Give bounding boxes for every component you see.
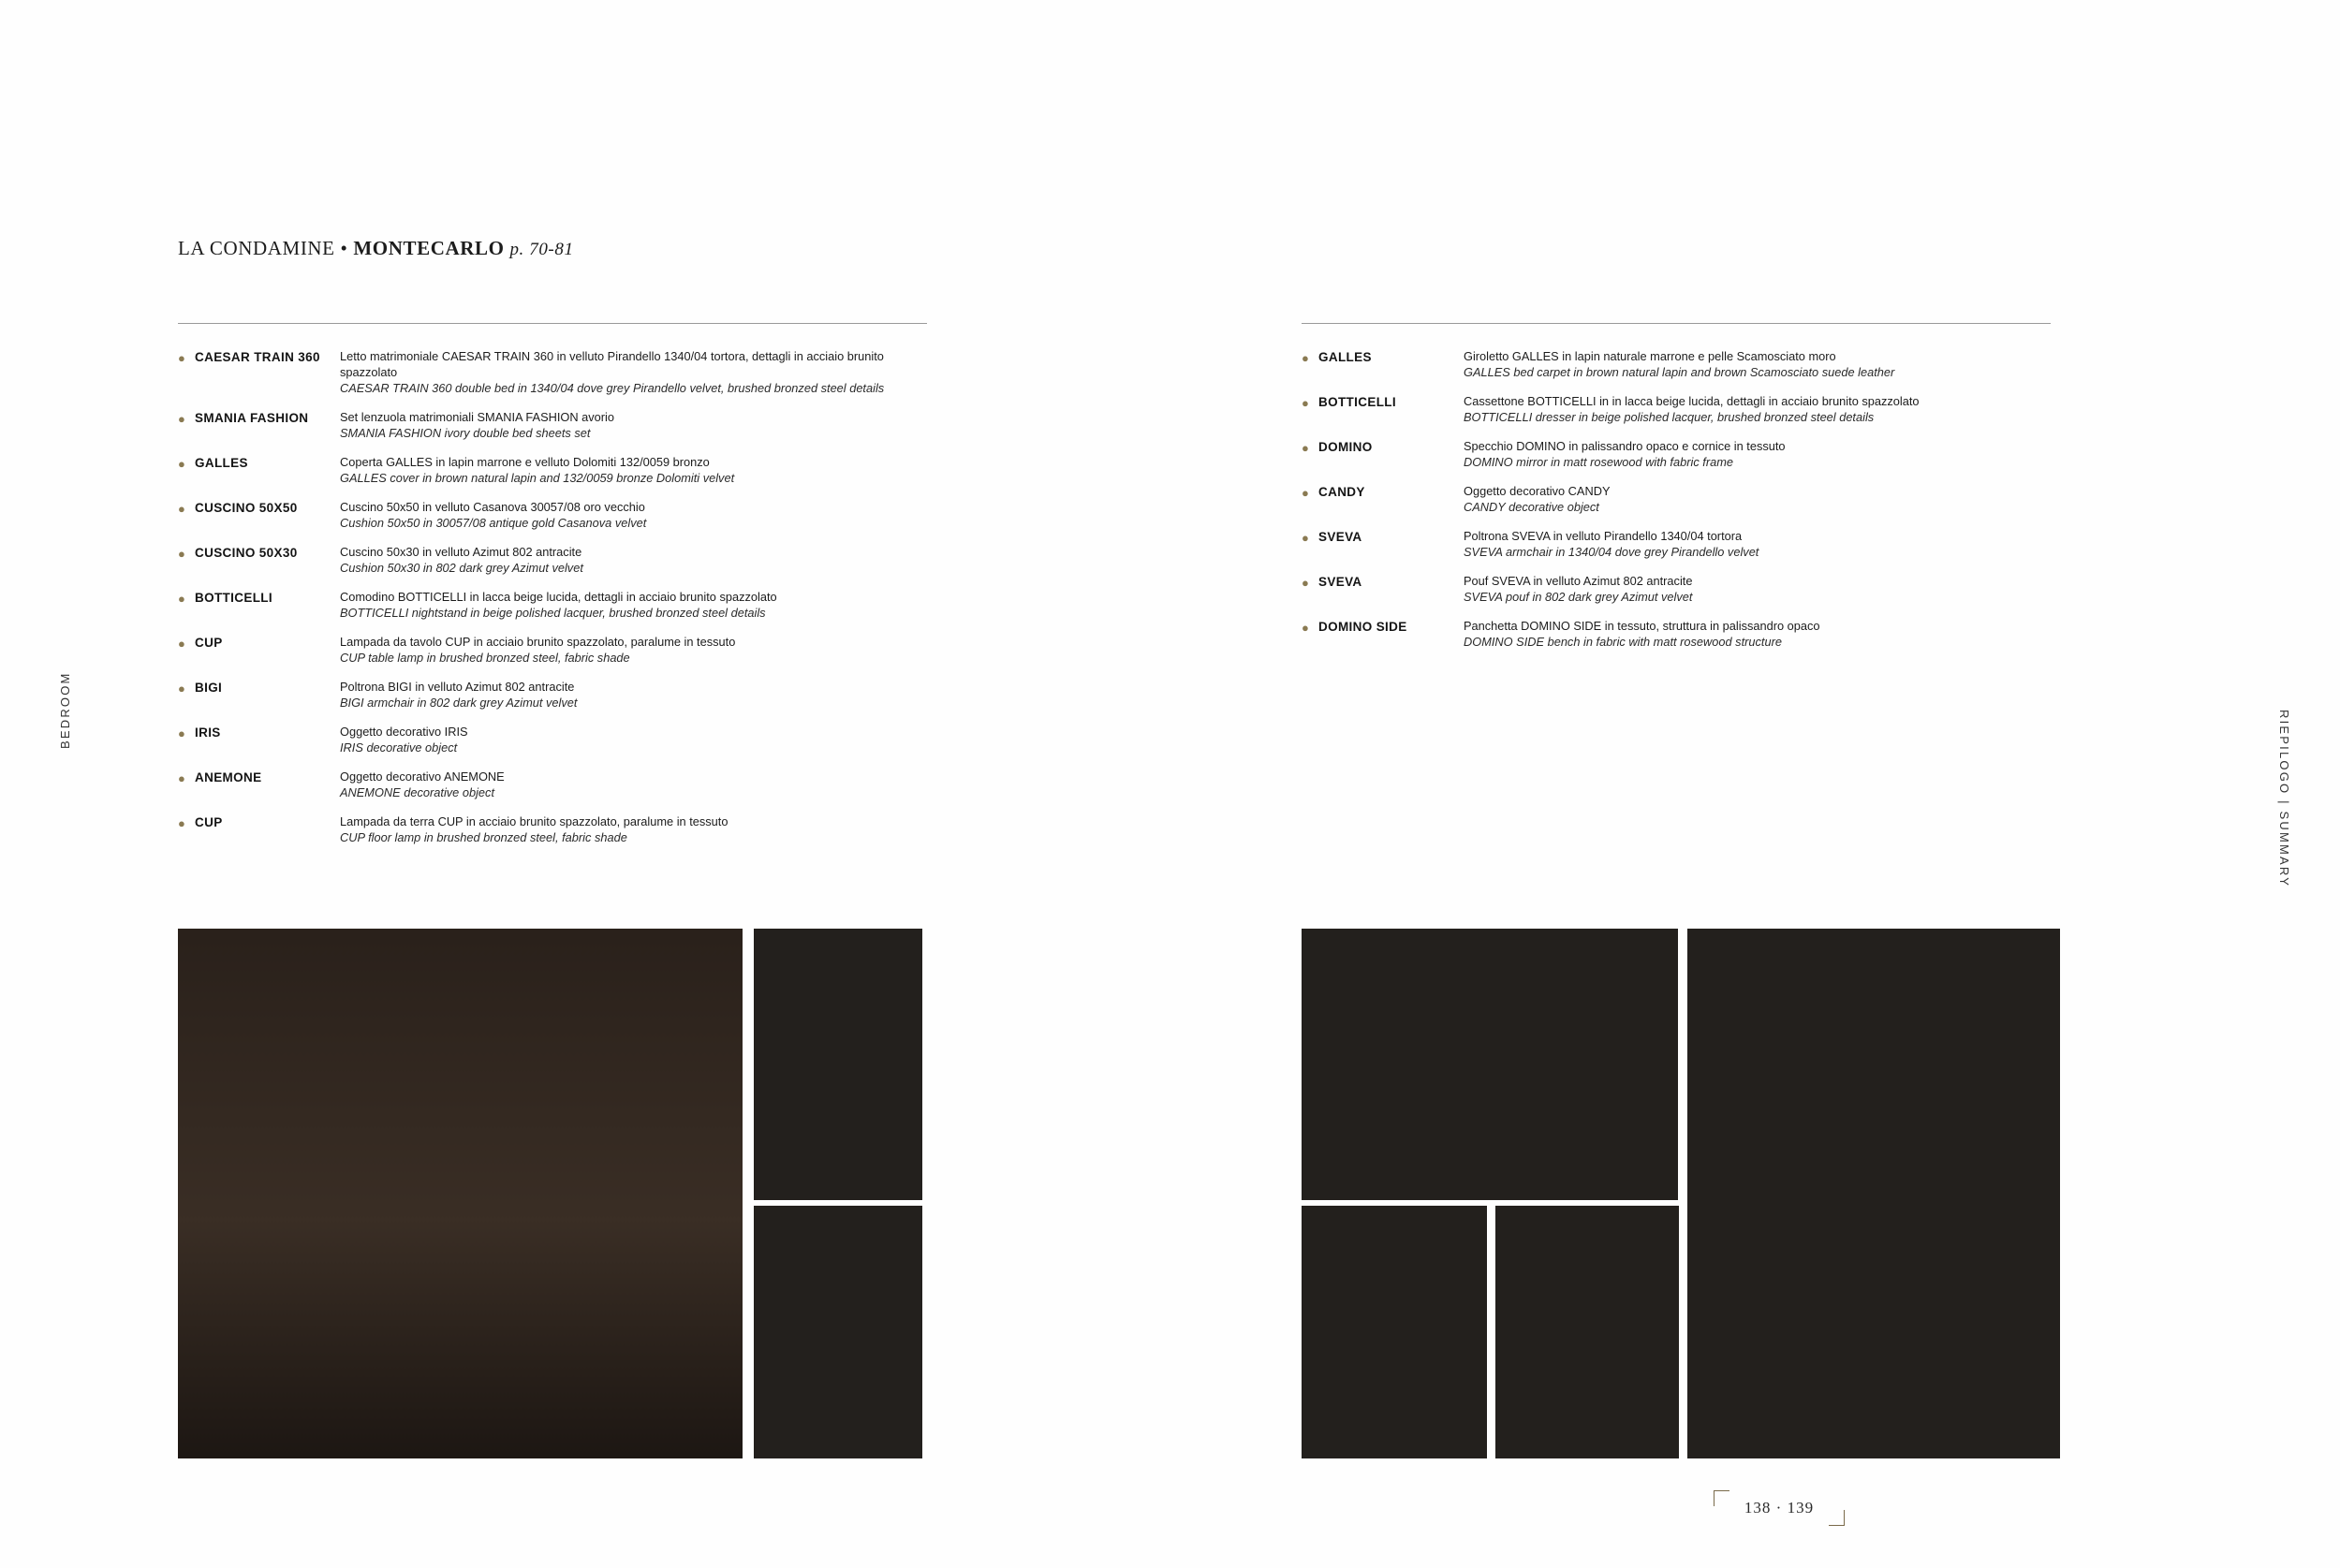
bullet-icon: ●: [178, 592, 185, 606]
product-entry: [1302, 348, 2051, 380]
divider-left: [178, 323, 927, 324]
product-entry: [178, 454, 927, 486]
page-number: 138 · 139: [1714, 1490, 1845, 1526]
bullet-icon: ●: [1302, 441, 1309, 455]
description-italian: Pouf SVEVA in velluto Azimut 802 antracite: [1464, 574, 1693, 588]
product-description: [1464, 573, 2051, 605]
product-entry: [1302, 573, 2051, 605]
bullet-icon: ●: [1302, 351, 1309, 365]
description-english: GALLES bed carpet in brown natural lapin and brown Scamosciato suede leather: [1464, 365, 1895, 379]
description-italian: Cuscino 50x50 in velluto Casanova 30057/08 oro vecchio: [340, 500, 645, 514]
description-italian: Specchio DOMINO in palissandro opaco e cornice in tessuto: [1464, 439, 1786, 453]
header-separator: •: [340, 237, 348, 259]
product-description: [1464, 438, 2051, 470]
left-item-list: [178, 323, 927, 858]
product-description: [1464, 393, 2051, 425]
description-english: SVEVA pouf in 802 dark grey Azimut velvet: [1464, 590, 1693, 604]
description-english: GALLES cover in brown natural lapin and 132/0059 bronze Dolomiti velvet: [340, 471, 735, 485]
product-description: [340, 589, 927, 621]
product-description: [340, 348, 927, 396]
section-label-summary: RIEPILOGO | SUMMARY: [2277, 710, 2291, 888]
description-english: BOTTICELLI nightstand in beige polished lacquer, brushed bronzed steel details: [340, 606, 766, 620]
product-code: CUP: [195, 815, 223, 829]
bullet-icon: ●: [178, 502, 185, 516]
bedroom-main-photo: [178, 929, 743, 1458]
product-description: [340, 454, 927, 486]
bullet-icon: ●: [1302, 531, 1309, 545]
product-code: CUSCINO 50X50: [195, 501, 298, 515]
description-italian: Letto matrimoniale CAESAR TRAIN 360 in velluto Pirandello 1340/04 tortora, dettagli in acciaio brunito spazzolato: [340, 349, 884, 379]
product-description: [1464, 528, 2051, 560]
right-item-list: [1302, 323, 2051, 663]
bullet-icon: ●: [178, 771, 185, 785]
product-description: [340, 544, 927, 576]
product-code: ANEMONE: [195, 770, 262, 784]
description-italian: Set lenzuola matrimoniali SMANIA FASHION avorio: [340, 410, 615, 424]
product-entry: [178, 348, 927, 396]
bullet-icon: ●: [178, 726, 185, 740]
product-code: SVEVA: [1318, 575, 1362, 589]
product-code: SMANIA FASHION: [195, 411, 309, 425]
bullet-icon: ●: [1302, 576, 1309, 590]
product-entry: [178, 724, 927, 755]
product-code: DOMINO SIDE: [1318, 620, 1407, 634]
coffee-table-photo: [754, 1206, 922, 1458]
product-entry: [178, 544, 927, 576]
product-description: [1464, 618, 2051, 650]
dresser-mirror-photo: [1687, 929, 2060, 1458]
description-english: CUP floor lamp in brushed bronzed steel, fabric shade: [340, 830, 627, 844]
description-english: CANDY decorative object: [1464, 500, 1599, 514]
product-code: GALLES: [195, 456, 248, 470]
product-entry: [178, 589, 927, 621]
description-english: BIGI armchair in 802 dark grey Azimut velvet: [340, 696, 578, 710]
description-italian: Poltrona SVEVA in velluto Pirandello 1340/04 tortora: [1464, 529, 1743, 543]
section-label-bedroom: BEDROOM: [58, 671, 72, 749]
tray-detail-photo: [1495, 1206, 1679, 1458]
description-english: ANEMONE decorative object: [340, 785, 495, 799]
product-code: GALLES: [1318, 350, 1372, 364]
description-italian: Giroletto GALLES in lapin naturale marrone e pelle Scamosciato moro: [1464, 349, 1836, 363]
product-code: BOTTICELLI: [195, 591, 272, 605]
bullet-icon: ●: [1302, 621, 1309, 635]
description-english: BOTTICELLI dresser in beige polished lacquer, brushed bronzed steel details: [1464, 410, 1875, 424]
description-english: DOMINO SIDE bench in fabric with matt rosewood structure: [1464, 635, 1782, 649]
product-description: [340, 724, 927, 755]
product-entry: [1302, 393, 2051, 425]
product-code: DOMINO: [1318, 440, 1373, 454]
product-description: [1464, 483, 2051, 515]
product-description: [340, 499, 927, 531]
product-entry: [178, 813, 927, 845]
product-entry: [1302, 483, 2051, 515]
product-code: SVEVA: [1318, 530, 1362, 544]
description-english: SVEVA armchair in 1340/04 dove grey Pirandello velvet: [1464, 545, 1759, 559]
product-entry: [178, 499, 927, 531]
divider-right: [1302, 323, 2051, 324]
bullet-icon: ●: [178, 816, 185, 830]
page-header: [178, 237, 574, 260]
bullet-icon: ●: [178, 457, 185, 471]
product-code: CUSCINO 50X30: [195, 546, 298, 560]
description-english: Cushion 50x50 in 30057/08 antique gold Casanova velvet: [340, 516, 647, 530]
description-english: Cushion 50x30 in 802 dark grey Azimut velvet: [340, 561, 583, 575]
description-italian: Cassettone BOTTICELLI in in lacca beige lucida, dettagli in acciaio brunito spazzolato: [1464, 394, 1920, 408]
product-description: [340, 679, 927, 711]
product-entry: [1302, 618, 2051, 650]
product-code: BIGI: [195, 681, 223, 695]
description-english: IRIS decorative object: [340, 740, 458, 755]
product-entry: [178, 634, 927, 666]
bullet-icon: ●: [178, 637, 185, 651]
description-italian: Lampada da terra CUP in acciaio brunito spazzolato, paralume in tessuto: [340, 814, 728, 828]
product-code: CANDY: [1318, 485, 1365, 499]
bedroom-wide-photo: [1302, 929, 1678, 1200]
bullet-icon: ●: [178, 547, 185, 561]
description-italian: Oggetto decorativo ANEMONE: [340, 769, 505, 784]
product-entry: [1302, 438, 2051, 470]
armchair-photo: [754, 929, 922, 1200]
product-entry: [178, 679, 927, 711]
header-project: MONTECARLO: [353, 237, 505, 259]
bullet-icon: ●: [178, 351, 185, 365]
header-pages: p. 70-81: [509, 240, 574, 259]
description-italian: Oggetto decorativo CANDY: [1464, 484, 1611, 498]
product-code: CUP: [195, 636, 223, 650]
product-entry: [178, 409, 927, 441]
description-english: DOMINO mirror in matt rosewood with fabric frame: [1464, 455, 1733, 469]
description-italian: Lampada da tavolo CUP in acciaio brunito spazzolato, paralume in tessuto: [340, 635, 736, 649]
description-italian: Oggetto decorativo IRIS: [340, 725, 468, 739]
bullet-icon: ●: [178, 681, 185, 696]
header-collection: LA CONDAMINE: [178, 237, 335, 259]
product-description: [340, 769, 927, 800]
description-italian: Poltrona BIGI in velluto Azimut 802 antracite: [340, 680, 575, 694]
description-italian: Comodino BOTTICELLI in lacca beige lucida, dettagli in acciaio brunito spazzolato: [340, 590, 777, 604]
product-code: CAESAR TRAIN 360: [195, 350, 320, 364]
description-english: CUP table lamp in brushed bronzed steel, fabric shade: [340, 651, 630, 665]
bullet-icon: ●: [1302, 486, 1309, 500]
product-entry: [1302, 528, 2051, 560]
description-italian: Cuscino 50x30 in velluto Azimut 802 antracite: [340, 545, 582, 559]
product-description: [340, 634, 927, 666]
nightstand-photo: [1302, 1206, 1487, 1458]
description-italian: Coperta GALLES in lapin marrone e velluto Dolomiti 132/0059 bronzo: [340, 455, 710, 469]
product-description: [340, 409, 927, 441]
description-english: CAESAR TRAIN 360 double bed in 1340/04 dove grey Pirandello velvet, brushed bronzed steel details: [340, 381, 885, 395]
description-english: SMANIA FASHION ivory double bed sheets set: [340, 426, 591, 440]
description-italian: Panchetta DOMINO SIDE in tessuto, struttura in palissandro opaco: [1464, 619, 1820, 633]
product-entry: [178, 769, 927, 800]
bullet-icon: ●: [1302, 396, 1309, 410]
bullet-icon: ●: [178, 412, 185, 426]
product-description: [1464, 348, 2051, 380]
product-description: [340, 813, 927, 845]
product-code: IRIS: [195, 725, 221, 740]
product-code: BOTTICELLI: [1318, 395, 1396, 409]
